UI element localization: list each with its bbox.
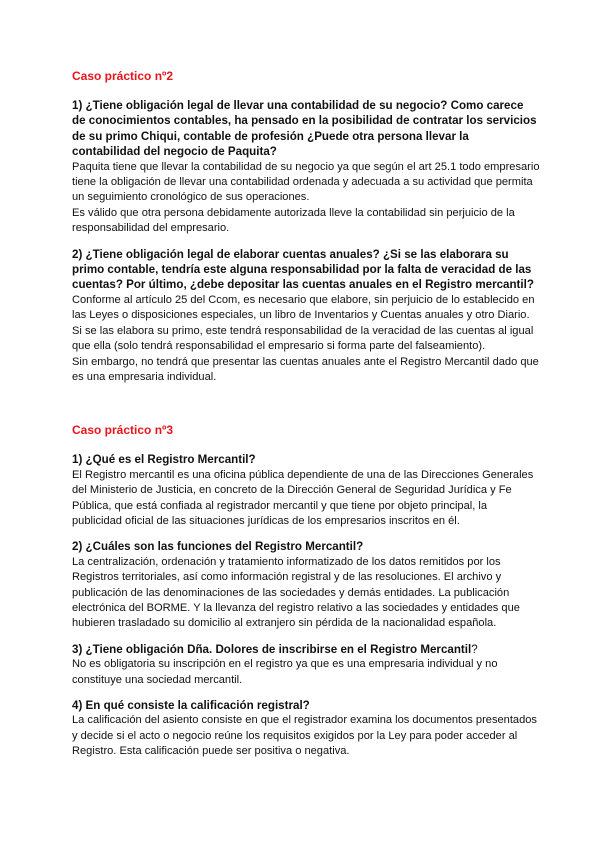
caso-3-question-1-block bbox=[72, 452, 540, 529]
caso-3-title: Caso práctico nº3 bbox=[72, 423, 174, 438]
caso-2-question-1: 1) ¿Tiene obligación legal de llevar una contabilidad de su negocio? Como carece de conocimientos contables, ha pensado en la posibilidad de contratar los servicios de su primo Chiqui, contable de profesión ¿Puede otra persona llevar la contabilidad del negocio de Paquita? bbox=[72, 99, 537, 159]
caso-3-question-3-line bbox=[72, 642, 540, 657]
caso-3-answer-2: La centralización, ordenación y tratamiento informatizado de los datos remitidos por los Registros territoriales, así como información registral y de las resoluciones. El archivo y publicación de las denominaciones de las sociedades y demás entidades. La publicación electrónica del BORME. Y la llevanza del registro relativo a las sociedades y entidades que hubieren trasladado su domicilio al extranjero sin pérdida de la nacionalidad española. bbox=[72, 555, 520, 630]
caso-2-answer-1-paragraph-1: Paquita tiene que llevar la contabilidad de su negocio ya que según el art 25.1 todo empresario tiene la obligación de llevar una contabilidad ordenada y adecuada a su actividad que permita un seguimiento cronológico de sus operaciones. bbox=[72, 160, 540, 204]
caso-3-question-3: 3) ¿Tiene obligación Dña. Dolores de inscribirse en el Registro Mercantil bbox=[72, 642, 472, 656]
caso-3-answer-4: La calificación del asiento consiste en que el registrador examina los documentos presentados y decide si el acto o negocio reúne los requisitos exigidos por la Ley para poder acceder al Registro. Esta calificación puede ser positiva o negativa. bbox=[72, 714, 537, 758]
caso-3-question-4: 4) En qué consiste la calificación registral? bbox=[72, 699, 310, 712]
caso-3-question-1: 1) ¿Qué es el Registro Mercantil? bbox=[72, 453, 256, 467]
caso-2-title: Caso práctico nº2 bbox=[72, 69, 174, 83]
caso-2-question-2: 2) ¿Tiene obligación legal de elaborar cuentas anuales? ¿Si se las elaborara su primo contable, tendría este alguna responsabilidad por la falta de veracidad de las cuentas? Por último, ¿debe depositar las cuentas anuales en el Registro mercantil? bbox=[72, 247, 534, 292]
caso-2-question-1-block bbox=[72, 98, 540, 237]
caso-3-question-3-mark: ? bbox=[471, 642, 478, 656]
section-spacer bbox=[72, 395, 540, 423]
caso-3-question-4-block bbox=[72, 698, 540, 760]
caso-2-answer-2-paragraph-2: Sin embargo, no tendrá que presentar las cuentas anuales ante el Registro Mercantil dado que es una empresaria individual. bbox=[72, 355, 539, 383]
caso-2-question-2-block bbox=[72, 247, 540, 386]
caso-2-answer-1-paragraph-2: Es válido que otra persona debidamente autorizada lleve la contabilidad sin perjuicio de la responsabilidad del empresario. bbox=[72, 206, 515, 235]
caso-3-answer-3: No es obligatoria su inscripción en el registro ya que es una empresaria individual y no constituye una sociedad mercantil. bbox=[72, 658, 498, 686]
caso-3-question-3-block bbox=[72, 642, 540, 688]
caso-3-answer-1: El Registro mercantil es una oficina pública dependiente de una de las Direcciones Generales del Ministerio de Justicia, en concreto de la Dirección General de Seguridad Jurídica y Fe Pública, que está confiada al registrador mercantil y que tiene por objeto principal, la publicidad oficial de las situaciones jurídicas de los empresarios inscritos en él. bbox=[72, 468, 534, 527]
caso-3-question-2: 2) ¿Cuáles son las funciones del Registro Mercantil? bbox=[72, 540, 364, 554]
caso-2-answer-2-paragraph-1: Conforme al artículo 25 del Ccom, es necesario que elabore, sin perjuicio de lo establecido en las Leyes o disposiciones especiales, un libro de Inventarios y Cuentas anuales y otro Diario. Si se las elabora su primo, este tendrá responsabilidad de la veracidad de las cuentas al igual que ella (solo tendrá responsabilidad el empresario si forma parte del falseamiento). bbox=[72, 293, 535, 353]
caso-3-question-2-block bbox=[72, 539, 540, 631]
